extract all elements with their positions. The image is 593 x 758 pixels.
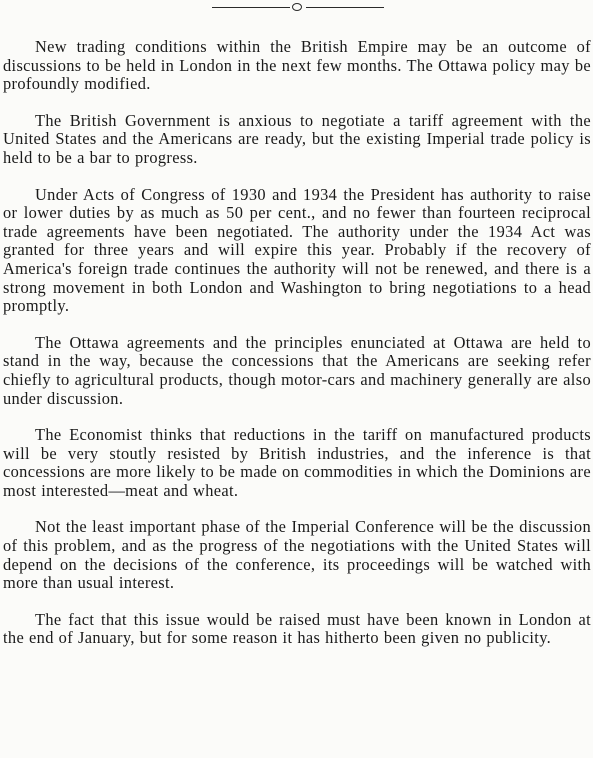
paragraph-2: The British Government is anxious to negotiate a tariff agreement with the United States and the Americans are ready, but the existing Imperial trade policy is held to be a bar to progress.: [3, 110, 591, 167]
paragraph-1: New trading conditions within the British Empire may be an outcome of discussions to be held in London in the next few months. The Ottawa policy may be profoundly modified.: [3, 37, 591, 94]
article-body: [3, 38, 591, 648]
divider-rule-left: [212, 7, 290, 8]
paragraph-4: The Ottawa agreements and the principles enunciated at Ottawa are held to stand in the way, because the concessions that the Americans are seeking refer chiefly to agricultural products, though motor-cars and machinery generally are also under discussion.: [3, 332, 591, 408]
divider-ornament-icon: [292, 3, 302, 11]
paragraph-7: The fact that this issue would be raised must have been known in London at the end of January, but for some reason it has hitherto been given no publicity.: [3, 609, 591, 648]
paragraph-5: The Economist thinks that reductions in the tariff on manufactured products will be very stoutly resisted by British industries, and the inference is that concessions are more likely to be made on commodities in which the Dominions are most interested—meat and wheat.: [3, 425, 591, 500]
paragraph-6: Not the least important phase of the Imperial Conference will be the discussion of this problem, and as the progress of the negotiations with the United States will depend on the decisions of the conference, its proceedings will be watched with more than usual interest.: [3, 517, 591, 593]
paragraph-3: Under Acts of Congress of 1930 and 1934 the President has authority to raise or lower duties by as much as 50 per cent., and no fewer than fourteen reciprocal trade agreements have been negotiated. The authority under the 1934 Act was granted for three years and will expire this year. Probably if the recovery of America's foreign trade continues the authority will not be renewed, and there is a strong movement in both London and Washington to bring negotiations to a head promptly.: [3, 184, 591, 316]
ornamental-divider: [212, 4, 384, 10]
divider-rule-right: [306, 7, 384, 8]
